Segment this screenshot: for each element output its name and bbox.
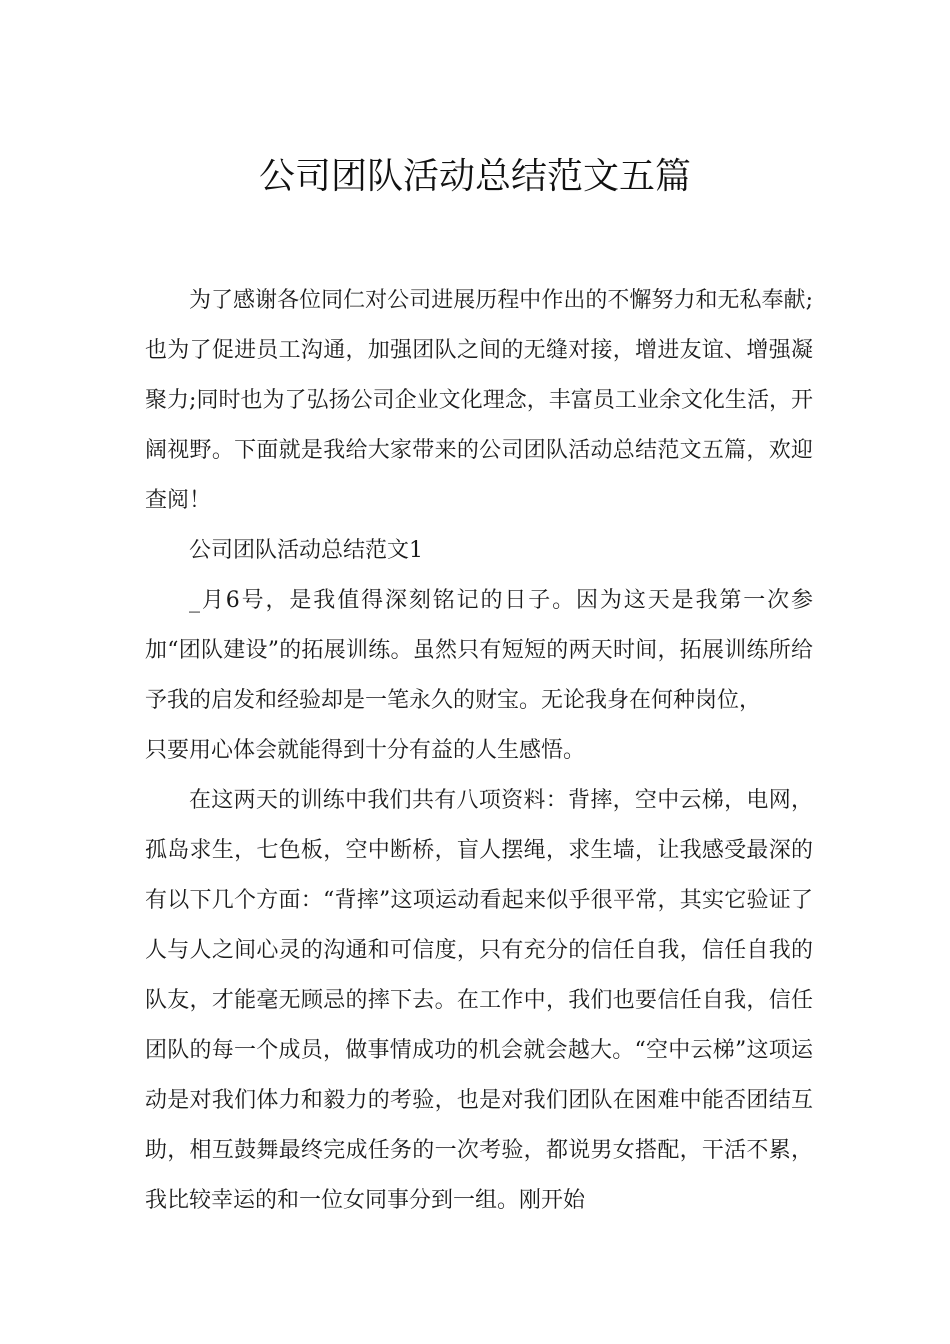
body-paragraph-continuation: 只要用心体会就能得到十分有益的人生感悟。 bbox=[145, 738, 586, 763]
document-title: 公司团队活动总结范文五篇 bbox=[258, 156, 691, 198]
body-paragraph: 在这两天的训练中我们共有八项资料：背摔，空中云梯，电网，孤岛求生，七色板，空中断桥，盲人摆绳，求生墙，让我感受最深的有以下几个方面：“背摔”这项运动看起来似乎很平常，其实它验证了人与人之间心灵的沟通和可信度，只有充分的信任自我，信任自我的队友，才能毫无顾忌的摔下去。在工作中，我们也要信任自我，信任团队的每一个成员，做事情成功的机会就会越大。“空中云梯”这项运动是对我们体力和毅力的考验，也是对我们团队在困难中能否团结互助，相互鼓舞最终完成任务的一次考验，都说男女搭配，干活不累，我比较幸运的和一位女同事分到一组。刚开始 bbox=[145, 788, 813, 1213]
intro-paragraph: 为了感谢各位同仁对公司进展历程中作出的不懈努力和无私奉献;也为了促进员工沟通，加强团队之间的无缝对接，增进友谊、增强凝聚力;同时也为了弘扬公司企业文化理念，丰富员工业余文化生活，开阔视野。下面就是我给大家带来的公司团队活动总结范文五篇，欢迎查阅！ bbox=[145, 288, 813, 513]
section-heading: 公司团队活动总结范文1 bbox=[189, 538, 423, 563]
document-body bbox=[145, 276, 813, 1226]
body-paragraph: _月6号，是我值得深刻铭记的日子。因为这天是我第一次参加“团队建设”的拓展训练。虽然只有短短的两天时间，拓展训练所给予我的启发和经验却是一笔永久的财宝。无论我身在何种岗位， bbox=[145, 588, 813, 713]
